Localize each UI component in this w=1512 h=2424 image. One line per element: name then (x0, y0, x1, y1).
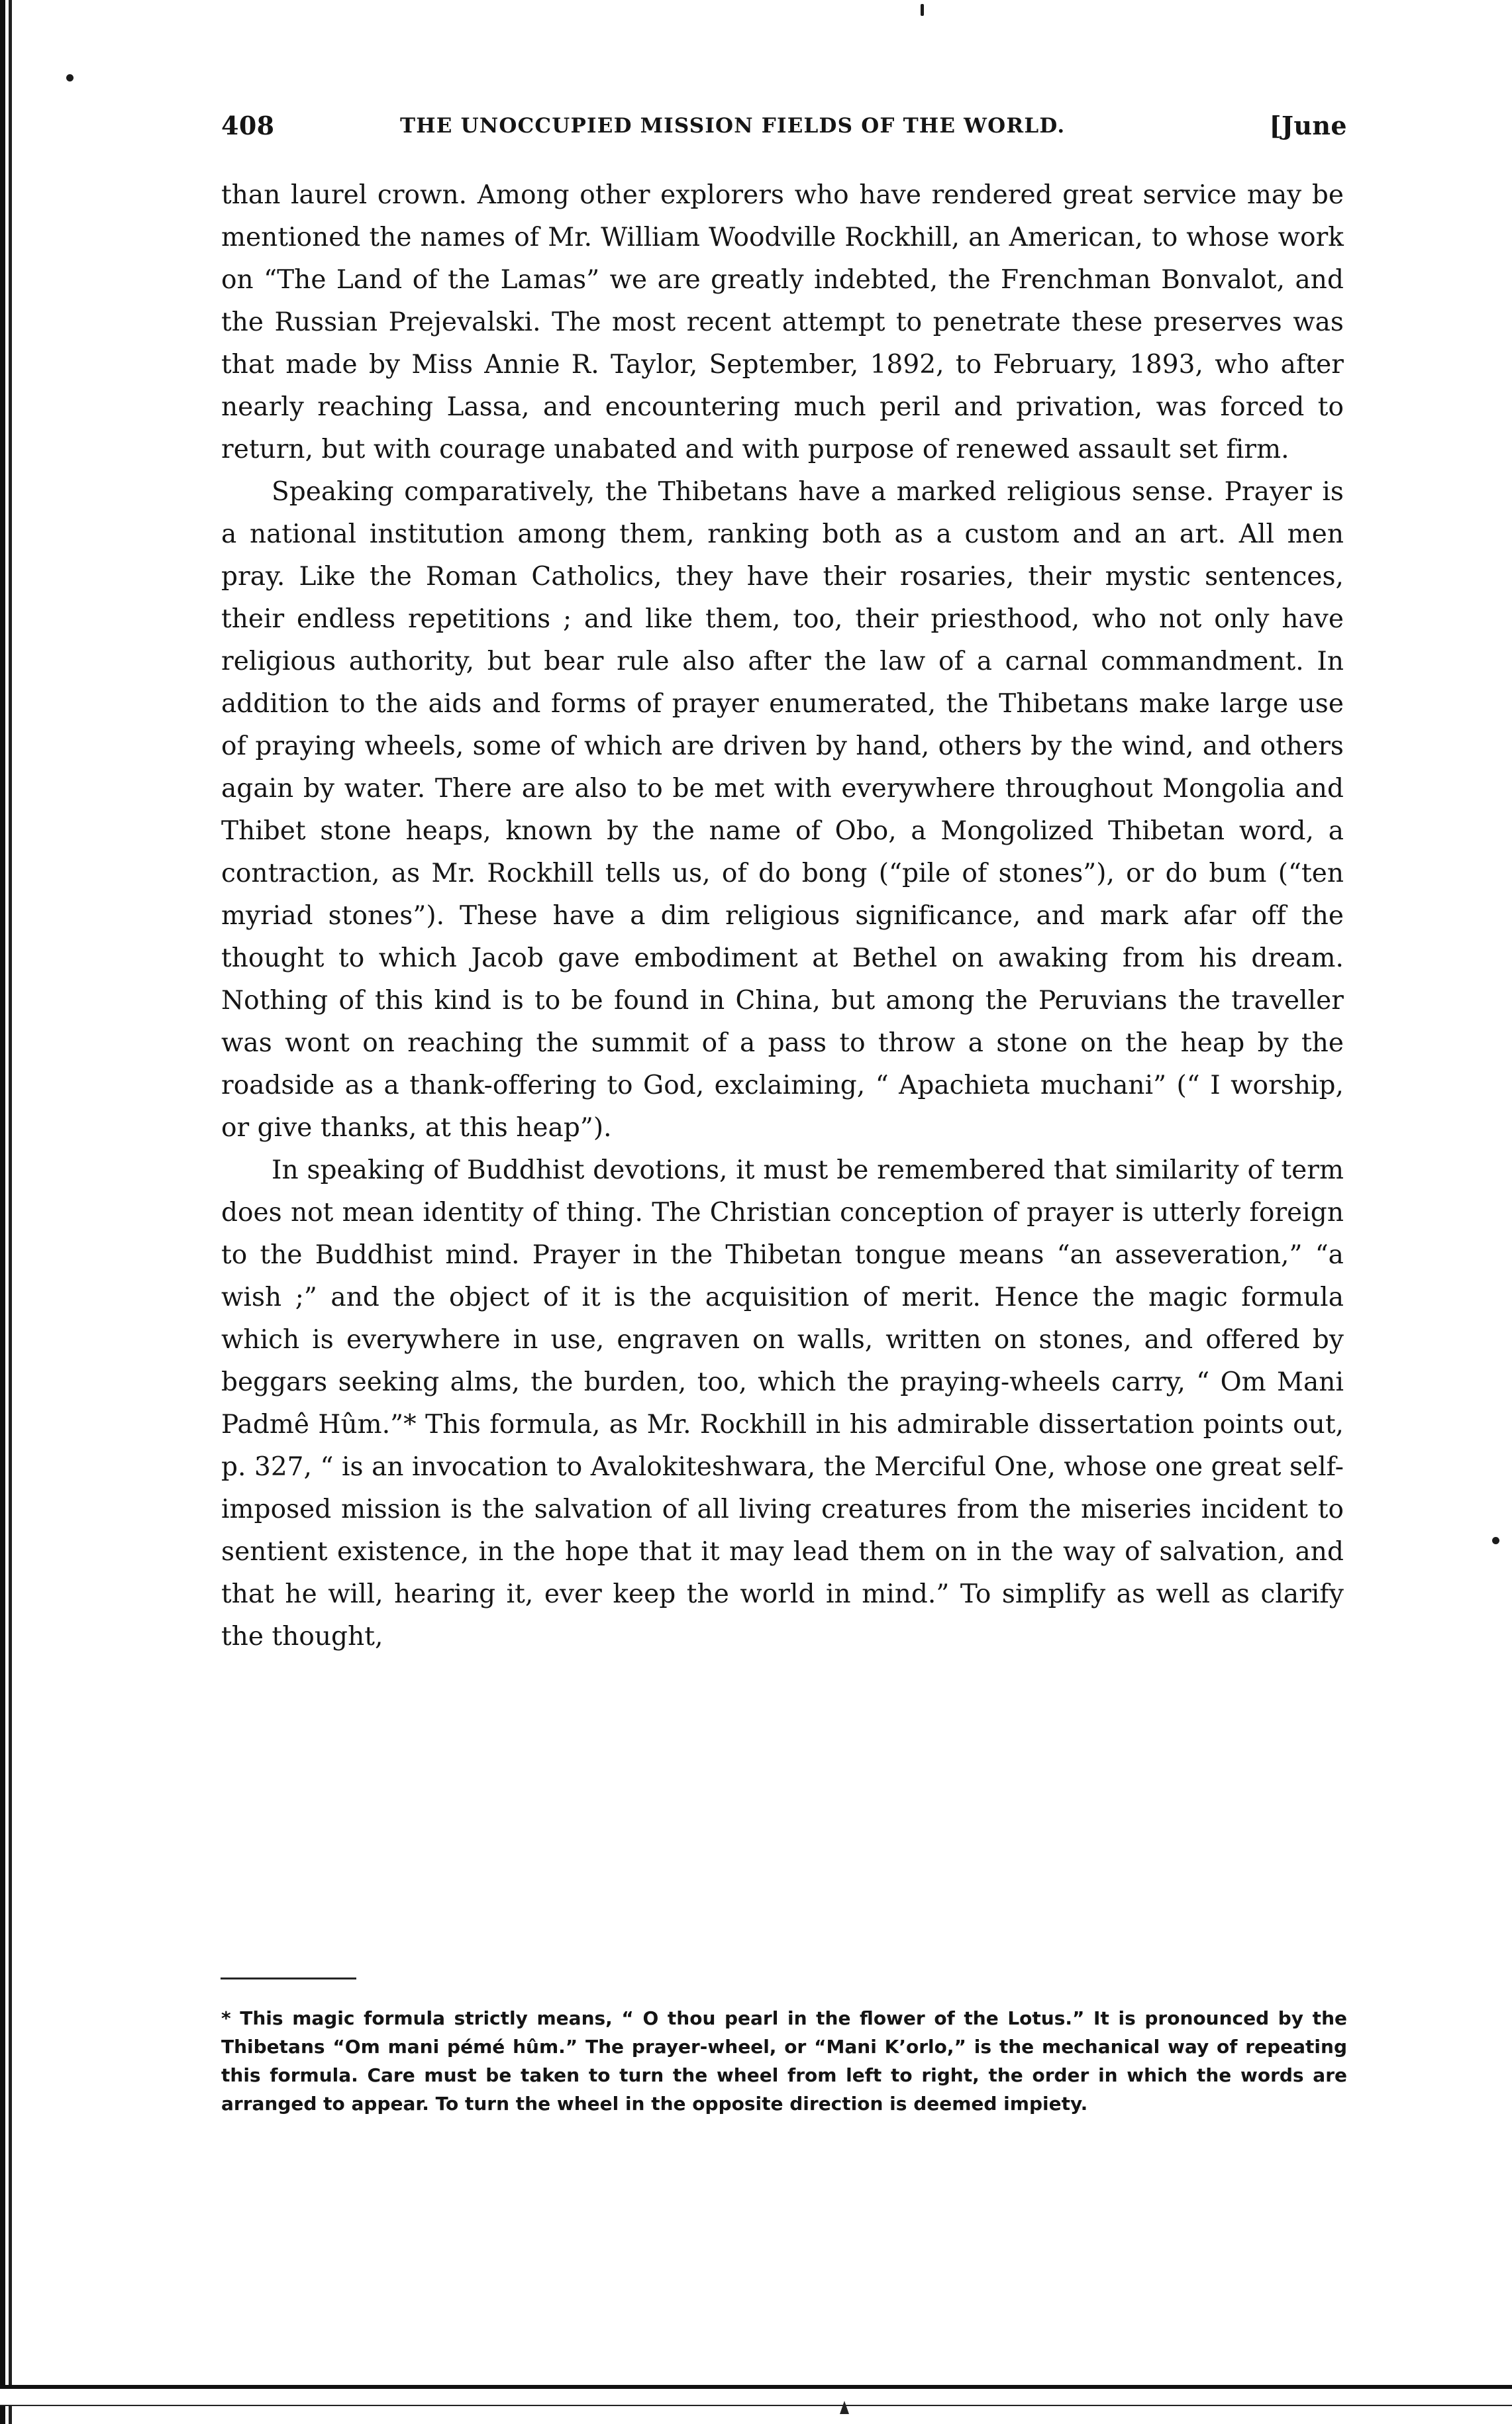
paragraph-continuation: than laurel crown. Among other explorers who have rendered great service may be mentioned the names of Mr. William Woodville Rockhill, an American, to whose work on “The Land of the Lamas” we are greatly indebted, the Frenchman Bonvalot, and the Russian Prejevalski. The most recent attempt to penetrate these preserves was that made by Miss Annie R. Taylor, September, 1892, to February, 1893, who after nearly reaching Lassa, and encountering much peril and privation, was forced to return, but with courage unabated and with purpose of renewed assault set firm. (221, 180, 1344, 464)
bottom-scan-edge (0, 2385, 1512, 2406)
footnote-text: * This magic formula strictly means, “ O thou pearl in the flower of the Lotus.” It is pronounced by the Thibetans “Om mani pémé hûm.” The prayer-wheel, or “Mani K’orlo,” is the mechanical way of repeating this formula. Care must be taken to turn the wheel from left to right, the order in which the words are arranged to appear. To turn the wheel in the opposite direction is deemed impiety. (221, 2007, 1347, 2115)
left-scan-edge (0, 0, 16, 2424)
running-date: [June (1269, 111, 1347, 140)
right-scan-speck (1492, 1537, 1499, 1544)
paragraph-buddhist-devotions: In speaking of Buddhist devotions, it must be remembered that similarity of term does not mean identity of thing. The Christian conception of prayer is utterly foreign to the Buddhist mind. Prayer in the Thibetan tongue means “an asseveration,” “a wish ;” and the object of it is the acquisition of merit. Hence the magic formula which is everywhere in use, engraven on walls, written on stones, and offered by beggars seeking alms, the burden, too, which the praying-wheels carry, “ Om Mani Padmê Hûm.”* This formula, as Mr. Rockhill in his admirable dissertation points out, p. 327, “ is an invocation to Avalokiteshwara, the Merciful One, whose one great self-imposed mission is the salvation of all living creatures from the miseries incident to sentient existence, in the hope that it may lead them on in the way of salvation, and that he will, hearing it, ever keep the world in mind.” To simplify as well as clarify the thought, (221, 1155, 1344, 1652)
page-number: 408 (221, 111, 275, 140)
paragraph-religious-sense: Speaking comparatively, the Thibetans have a marked religious sense. Prayer is a national institution among them, ranking both as a custom and an art. All men pray. Like the Roman Catholics, they have their rosaries, their mystic sentences, their endless repetitions ; and like them, too, their priesthood, who not only have religious authority, but bear rule also after the law of a carnal commandment. In addition to the aids and forms of prayer enumerated, the Thibetans make large use of praying wheels, some of which are driven by hand, others by the wind, and others again by water. There are also to be met with everywhere throughout Mongolia and Thibet stone heaps, known by the name of Obo, a Mongolized Thibetan word, a contraction, as Mr. Rockhill tells us, of do bong (“pile of stones”), or do bum (“ten myriad stones”). These have a dim religious significance, and mark afar off the thought to which Jacob gave embodiment at Bethel on awaking from his dream. Nothing of this kind is to be found in China, but among the Peruvians the traveller was wont on reaching the summit of a pass to throw a stone on the heap by the roadside as a thank-offering to God, exclaiming, “ Apachieta muchani” (“ I worship, or give thanks, at this heap”). (221, 477, 1344, 1143)
top-scan-mark (921, 4, 924, 16)
running-header (221, 106, 1347, 146)
running-title: THE UNOCCUPIED MISSION FIELDS OF THE WORLD. (400, 114, 1066, 138)
footnote-rule (221, 1977, 356, 1979)
main-body-text (221, 174, 1344, 1658)
left-scan-speck (66, 74, 74, 81)
